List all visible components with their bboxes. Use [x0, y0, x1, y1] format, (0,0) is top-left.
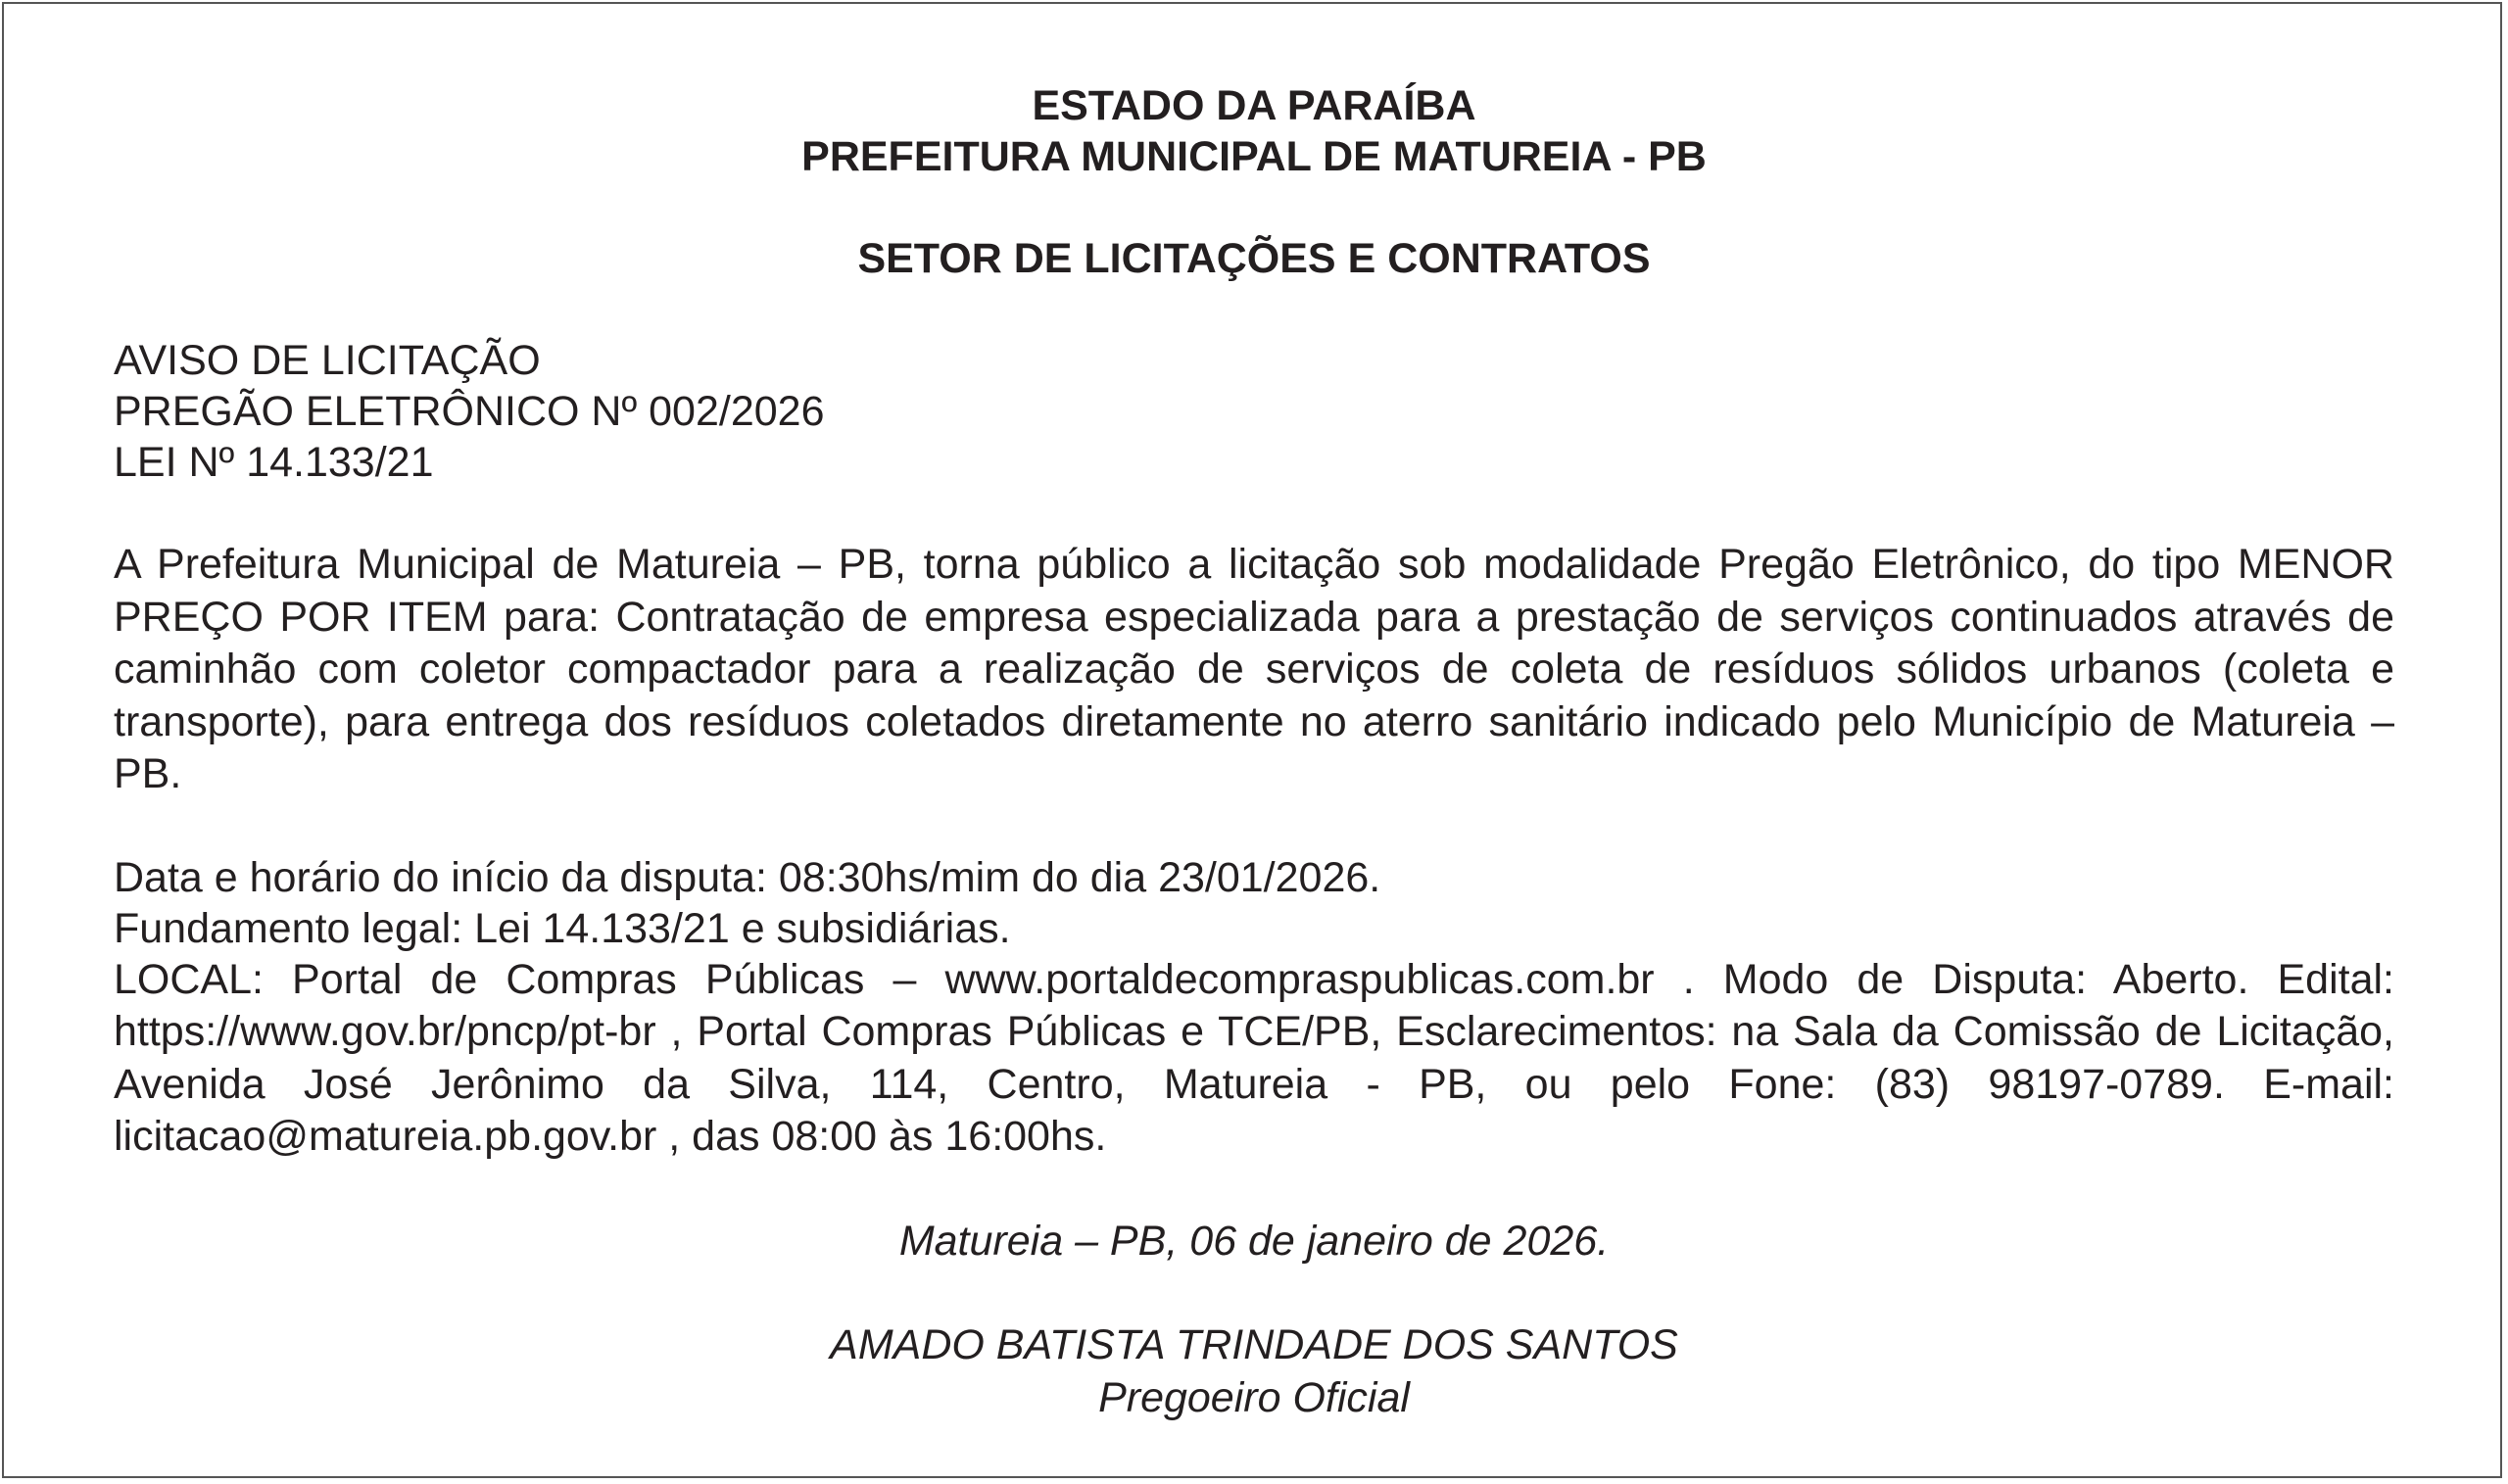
legal-basis: Fundamento legal: Lei 14.133/21 e subsidiárias. — [114, 904, 1011, 952]
dispute-date: Data e horário do início da disputa: 08:30hs/mim do dia 23/01/2026. — [114, 853, 1381, 901]
notice-law: LEI Nº 14.133/21 — [114, 439, 434, 486]
sector-heading: SETOR DE LICITAÇÕES E CONTRATOS — [857, 235, 1651, 282]
signer-name: AMADO BATISTA TRINDADE DOS SANTOS — [830, 1320, 1678, 1368]
signer-role: Pregoeiro Oficial — [1098, 1373, 1410, 1421]
notice-title: AVISO DE LICITAÇÃO — [114, 337, 541, 384]
prefecture-heading: PREFEITURA MUNICIPAL DE MATUREIA - PB — [801, 133, 1707, 180]
details-block — [114, 852, 2394, 1164]
document-body — [114, 80, 2394, 1424]
local-info: LOCAL: Portal de Compras Públicas – www.portaldecompraspublicas.com.br . Modo de Disputa: Aberto. Edital: https://www.gov.br/pncp/pt-br , Portal Compras Públicas e TCE/PB, Esclarecimentos: na Sala da Comissão de Licitação, Avenida José Jerônimo da Silva, 114, Centro, Matureia - PB, ou pelo Fone: (83) 98197-0789. E-mail: licitacao@matureia.pb.gov.br , das 08:00 às 16:00hs. — [114, 955, 2394, 1160]
signature-block — [114, 1318, 2394, 1424]
state-heading: ESTADO DA PARAÍBA — [1032, 82, 1476, 129]
notice-number: PREGÃO ELETRÔNICO Nº 002/2026 — [114, 388, 825, 435]
notice-paragraph: A Prefeitura Municipal de Matureia – PB, torna público a licitação sob modalidade Pregão Eletrônico, do tipo MENOR PREÇO POR ITEM para: Contratação de empresa especializada para a prestação de serviços continuados através de caminhão com coletor compactador para a realização de serviços de coleta de resíduos sólidos urbanos (coleta e transporte), para entrega dos resíduos coletados diretamente no aterro sanitário indicado pelo Município de Matureia – PB. — [114, 541, 2394, 797]
notice-block — [114, 335, 2394, 488]
header — [114, 80, 2394, 284]
place-date: Matureia – PB, 06 de janeiro de 2026. — [898, 1217, 1610, 1265]
